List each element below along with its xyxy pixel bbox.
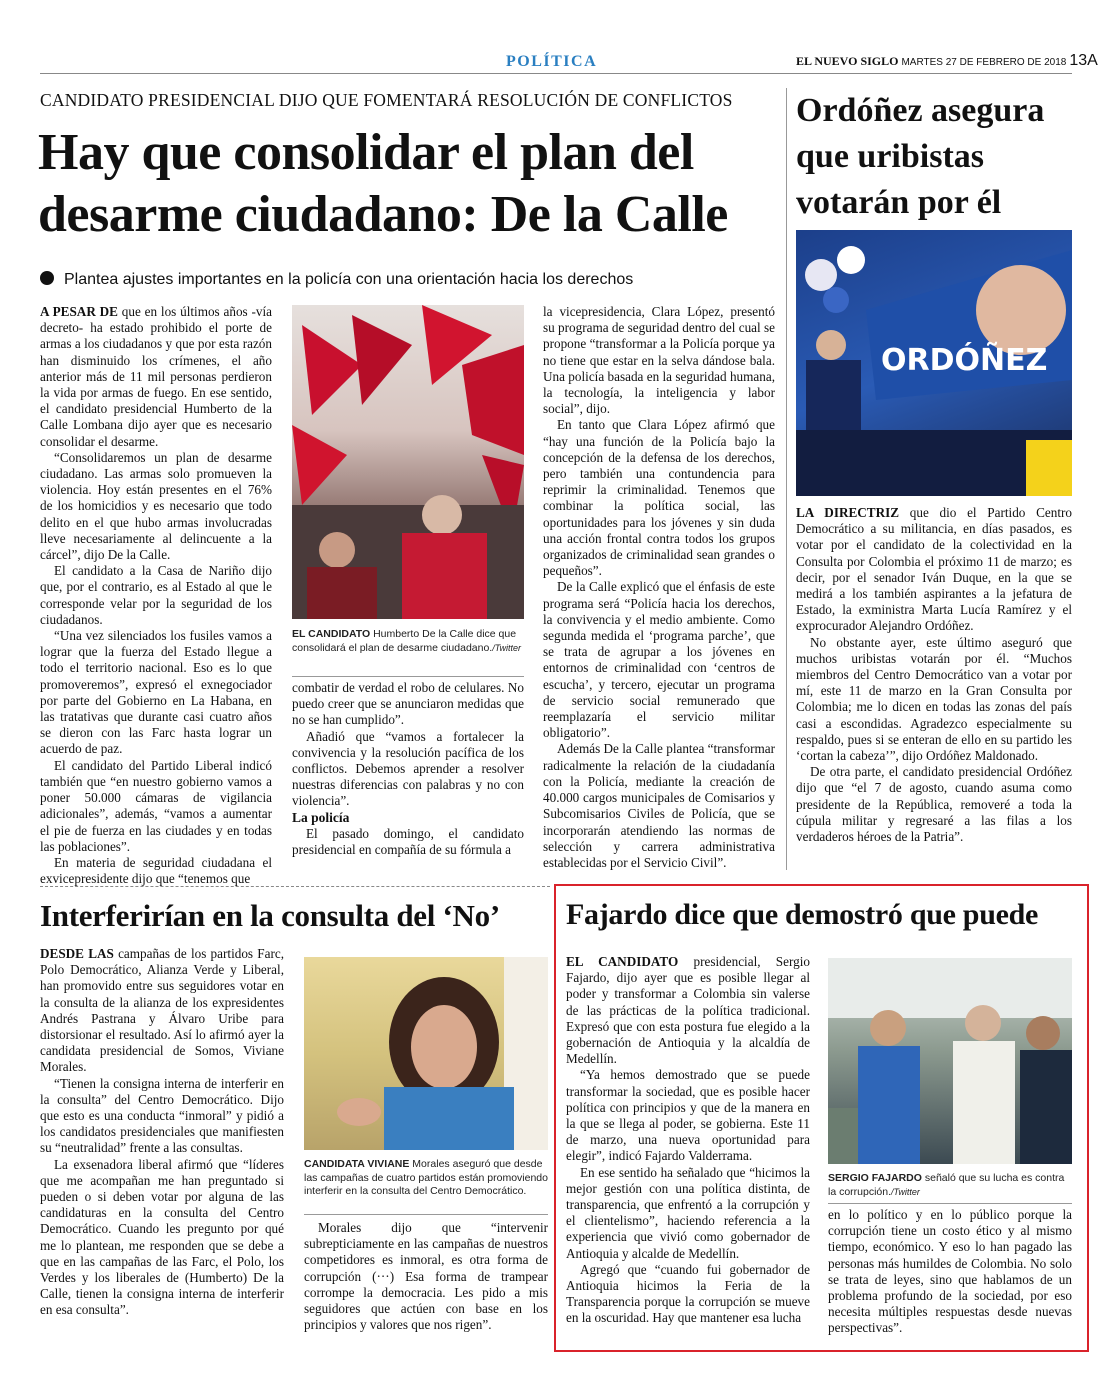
lead-in: DESDE LAS <box>40 946 114 961</box>
photo-viviane <box>304 957 548 1150</box>
paragraph: En ese sentido ha señalado que “hicimos la mejor gestión con una política distinta, de transparencia, que enfrentó a la corrupción y el clientelismo”, haciendo referencia a la experiencia que vivió como gobernador de Antioquia y alcalde de Medellín. <box>566 1164 810 1261</box>
photo-credit: /Twitter <box>492 642 522 653</box>
paragraph: “Consolidaremos un plan de desarme ciudadano. Las armas solo promueven la violencia. Hoy están presentes en el 76% de los homicidios y es necesario que todo delito en el que hubo armas involucradas lleve necesariamente al delincuente a la cárcel”, dijo De la Calle. <box>40 449 272 563</box>
main-headline <box>38 122 728 246</box>
paragraph: que dio el Partido Centro Democrático a su militancia, en días pasados, es votar por el candidato de la colectividad en la Consulta por Colombia el próximo 11 de marzo; es decir, por el senador Iván Duque, en la que se medirá a los también aspirantes a la jefatura de Estado, la exministra Marta Lucía Ramírez y el exprocurador Alejandro Ordóñez. <box>796 505 1072 634</box>
ordonez-title-line3: votarán por él <box>796 184 1002 221</box>
ordonez-title-line1: Ordóñez asegura <box>796 92 1045 129</box>
paragraph: El pasado domingo, el candidato presidencial en compañía de su fórmula a <box>292 825 524 858</box>
photo-fajardo <box>828 958 1072 1164</box>
photo-credit: /Twitter <box>891 1186 920 1197</box>
paragraph: No obstante ayer, este último aseguró que muchos uribistas votarán por él. “Muchos miembros del Centro Democrático van a votar por mí, este 11 de marzo en la Gran Consulta por Colombia; me lo dicen en todas las zonas del país casi a escondidas. Agradezco especialmente su respaldo, pues si se enteran de ello en su partido les ‘cortan la cabeza’”, dijo Ordóñez Maldonado. <box>796 634 1072 764</box>
fajardo-headline: Fajardo dice que demostró que puede <box>566 898 1038 931</box>
page-number: 13A <box>1069 52 1098 69</box>
main-deck <box>40 271 633 289</box>
lead-in: A PESAR DE <box>40 304 118 319</box>
header-rule <box>40 73 1072 74</box>
photo-ordonez <box>796 230 1072 496</box>
paragraph: que en los últimos años -vía decreto- ha estado prohibido el porte de armas a los ciudadanos y que por esta razón han disminuido los crímenes, el año anterior más de 11 mil personas perdieron la vida por armas de fuego. En ese sentido, el candidato presidencial Humberto de la Calle Lombana dijo ayer que es necesario consolidar el desarme. <box>40 304 272 449</box>
paragraph: De otra parte, el candidato presidencial Ordóñez dijo que “el 7 de agosto, cuando asuma como presidente de la República, removeré a toda la cúpula militar y regresaré a las filas a los verdaderos héroes de la Patria”. <box>796 764 1072 845</box>
paragraph: “Tienen la consigna interna de interferir en la consulta” del Centro Democrático. Dijo que esto es una conducta “inmoral” y pidió a los candidatos presidenciales que manifiesten su “neutralidad” frente a las consultas. <box>40 1075 284 1156</box>
main-column-1 <box>40 304 272 887</box>
subhead-policia: La policía <box>292 809 350 825</box>
caption-text: Morales aseguró que desde las campañas de cuatro partidos están promoviendo interferir en la consulta del Centro Democrático. <box>304 1158 548 1197</box>
fajardo-column-1 <box>566 954 810 1327</box>
deck-text: Plantea ajustes importantes en la policía con una orientación hacia los derechos <box>64 271 634 288</box>
consulta-headline: Interferirían en la consulta del ‘No’ <box>40 898 500 933</box>
paragraph: “Ya hemos demostrado que se puede transformar la sociedad, que es posible hacer política con principios y que de la manera en la que se llega al poder, se gobierna. Este 11 de marzo, una nueva oportunidad para elegir”, indicó Fajardo Valderrama. <box>566 1067 810 1164</box>
ordonez-title-line2: que uribistas <box>796 138 984 175</box>
paragraph: El candidato a la Casa de Nariño dijo que, por el contrario, es al Estado al que le corresponde velar por la seguridad de los ciudadanos. <box>40 563 272 627</box>
photo-caption-viviane <box>304 1158 548 1199</box>
headline-line2: desarme ciudadano: De la Calle <box>38 186 728 243</box>
paragraph: Añadió que “vamos a fortalecer la convivencia y la resolución pacífica de los conflictos. Debemos aprender a resolver nuestras diferencias con palabras y no con violencia”. <box>292 728 524 809</box>
masthead-info <box>796 52 1098 70</box>
paragraph: En tanto que Clara López afirmó que “hay una función de la Policía bajo la concepción de la defensa de los derechos, pero también una contundencia para reprimir la criminalidad. Tenemos que combinar la política social, las oportunidades para los jóvenes y sin duda una acción frontal contra todos los grupos organizados de criminalidad sean grandes o pequeños”. <box>543 417 775 579</box>
poster-text: ORDÓÑEZ <box>881 343 1048 378</box>
photo-caption-de-la-calle <box>292 628 524 655</box>
lead-in: EL CANDIDATO <box>566 954 679 969</box>
section-label: POLÍTICA <box>506 53 598 70</box>
paragraph: Agregó que “cuando fui gobernador de Antioquia hicimos la Feria de la Transparencia porque la corrupción se mueve en la oscuridad. Hay que mantener esa lucha <box>566 1261 810 1326</box>
issue-date: MARTES 27 DE FEBRERO DE 2018 <box>901 57 1067 68</box>
paragraph: “Una vez silenciados los fusiles vamos a lograr que la fuerza del Estado llegue a todo el territorio nacional. Eso es lo que promoveremos”, expresó el exnegociador por parte del Gobierno en La Habana, en las tratativas que durante casi cuatro años se dieron con las Farc hasta lograr un acuerdo de paz. <box>40 628 272 757</box>
crowd-flags-illustration <box>292 305 524 619</box>
paragraph: Además De la Calle plantea “transformar radicalmente la relación de la ciudadanía con la Policía, mediante la creación de 40.000 cargos municipales de Comisarios y Subcomisarios Civiles de Policía, que se incorporarán atendiendo las normas de selección y carrera administrativa establecidas por el Servicio Civil”. <box>543 741 775 870</box>
main-kicker: CANDIDATO PRESIDENCIAL DIJO QUE FOMENTARÁ RESOLUCIÓN DE CONFLICTOS <box>40 90 733 110</box>
consulta-column-2 <box>304 1220 548 1333</box>
main-column-2 <box>292 680 524 858</box>
paragraph: en lo político y en lo público porque la corrupción tiene un costo ético y al mismo tiempo, económico. Y eso lo han pagado las personas más humildes de Colombia. No solo se trata de leyes, sino que hablamos de un problema profundo de la sociedad, por eso necesita múltiples respuestas desde nuevas perspectivas”. <box>828 1207 1072 1336</box>
paragraph: Morales dijo que “intervenir subrepticiamente en las campañas de nuestros competidores es inmoral, es otra forma de corrupción (···) Esa forma de trampear corrompe la democracia. Les pido a mis seguidores que actúen con base en los principios y valores que nos rigen”. <box>304 1220 548 1333</box>
paragraph: De la Calle explicó que el énfasis de este programa será “Policía hacia los derechos, la convivencia y el medio ambiente. Como segunda medida el ‘programa parche’, que se trata de agrupar a los jóvenes en entornos de criminalidad con ‘centros de escucha’, y tercero, ejecutar un programa de servicio social remunerado que reemplazaría el servicio militar obligatorio”. <box>543 579 775 741</box>
speaker-illustration <box>304 957 548 1150</box>
paragraph: El candidato del Partido Liberal indicó también que “en nuestro gobierno vamos a poner 50.000 cámaras de vigilancia adicionales”, además, “vamos a aumentar el pie de fuerza en las ciudades y en todas las poblaciones”. <box>40 757 272 854</box>
paragraph: En materia de seguridad ciudadana el exvicepresidente dijo que “tenemos que <box>40 854 272 887</box>
crowd-illustration <box>828 958 1072 1164</box>
paragraph: la vicepresidencia, Clara López, presentó su programa de seguridad dentro del cual se propone “transformar a la Policía porque ya no tiene que estar en la selva dándose bala. Una policía basada en la seguridad humana, la tecnología, la inteligencia y labor social”, dijo. <box>543 304 775 417</box>
photo-caption-fajardo <box>828 1172 1072 1199</box>
caption-text: Humberto De la Calle dice que consolidará el plan de desarme ciudadano. <box>292 628 517 654</box>
paragraph: presidencial, Sergio Fajardo, dijo ayer que es posible llegar al poder y transformar a Colombia sin valerse de las prácticas de la política tradicional. Expresó que con esta postura fue elegido a la gobernación de Antioquia y la alcaldía de Medellín. <box>566 954 810 1067</box>
photo-de-la-calle <box>292 305 524 619</box>
fajardo-column-2 <box>828 1207 1072 1337</box>
headline-line1: Hay que consolidar el plan del <box>38 124 694 181</box>
paragraph: combatir de verdad el robo de celulares. No puedo creer que se anunciaron medidas que no se han cumplido”. <box>292 680 524 728</box>
caption-rule <box>304 1214 548 1215</box>
caption-lead: CANDIDATA VIVIANE <box>304 1158 410 1170</box>
consulta-column-1 <box>40 946 284 1319</box>
caption-text: señaló que su lucha es contra la corrupción. <box>828 1172 1065 1198</box>
column-divider <box>786 88 787 870</box>
main-column-3 <box>543 304 775 871</box>
rally-illustration <box>796 230 1072 496</box>
paper-name: EL NUEVO SIGLO <box>796 54 899 68</box>
lead-in: LA DIRECTRIZ <box>796 505 900 520</box>
caption-rule <box>292 676 524 677</box>
section-separator <box>40 886 550 887</box>
caption-lead: SERGIO FAJARDO <box>828 1172 922 1184</box>
ordonez-body <box>796 505 1072 845</box>
bullet-icon <box>40 271 54 285</box>
caption-rule <box>828 1203 1072 1204</box>
ordonez-headline <box>796 88 1044 226</box>
caption-lead: EL CANDIDATO <box>292 628 371 640</box>
paragraph: campañas de los partidos Farc, Polo Democrático, Alianza Verde y Liberal, han promovido entre sus seguidores votar en la consulta de la alianza de los expresidentes Andrés Pastrana y Álvaro Uribe para distorsionar el resultado. Así lo afirmó ayer la candidata presidencial de Somos, Viviane Morales. <box>40 946 284 1075</box>
paragraph: La exsenadora liberal afirmó que “líderes que me acompañan me han preguntado si pueden o si deben votar por alguna de las candidaturas en la consulta del Centro Democrático. Cuando les pregunto por qué me lo plantean, me responden que se debe a que en las campañas de las Farc, el Polo, los Verdes y los liberales de (Humberto) De la Calle, tienen la consigna interna de interferir en esa consulta”. <box>40 1156 284 1318</box>
